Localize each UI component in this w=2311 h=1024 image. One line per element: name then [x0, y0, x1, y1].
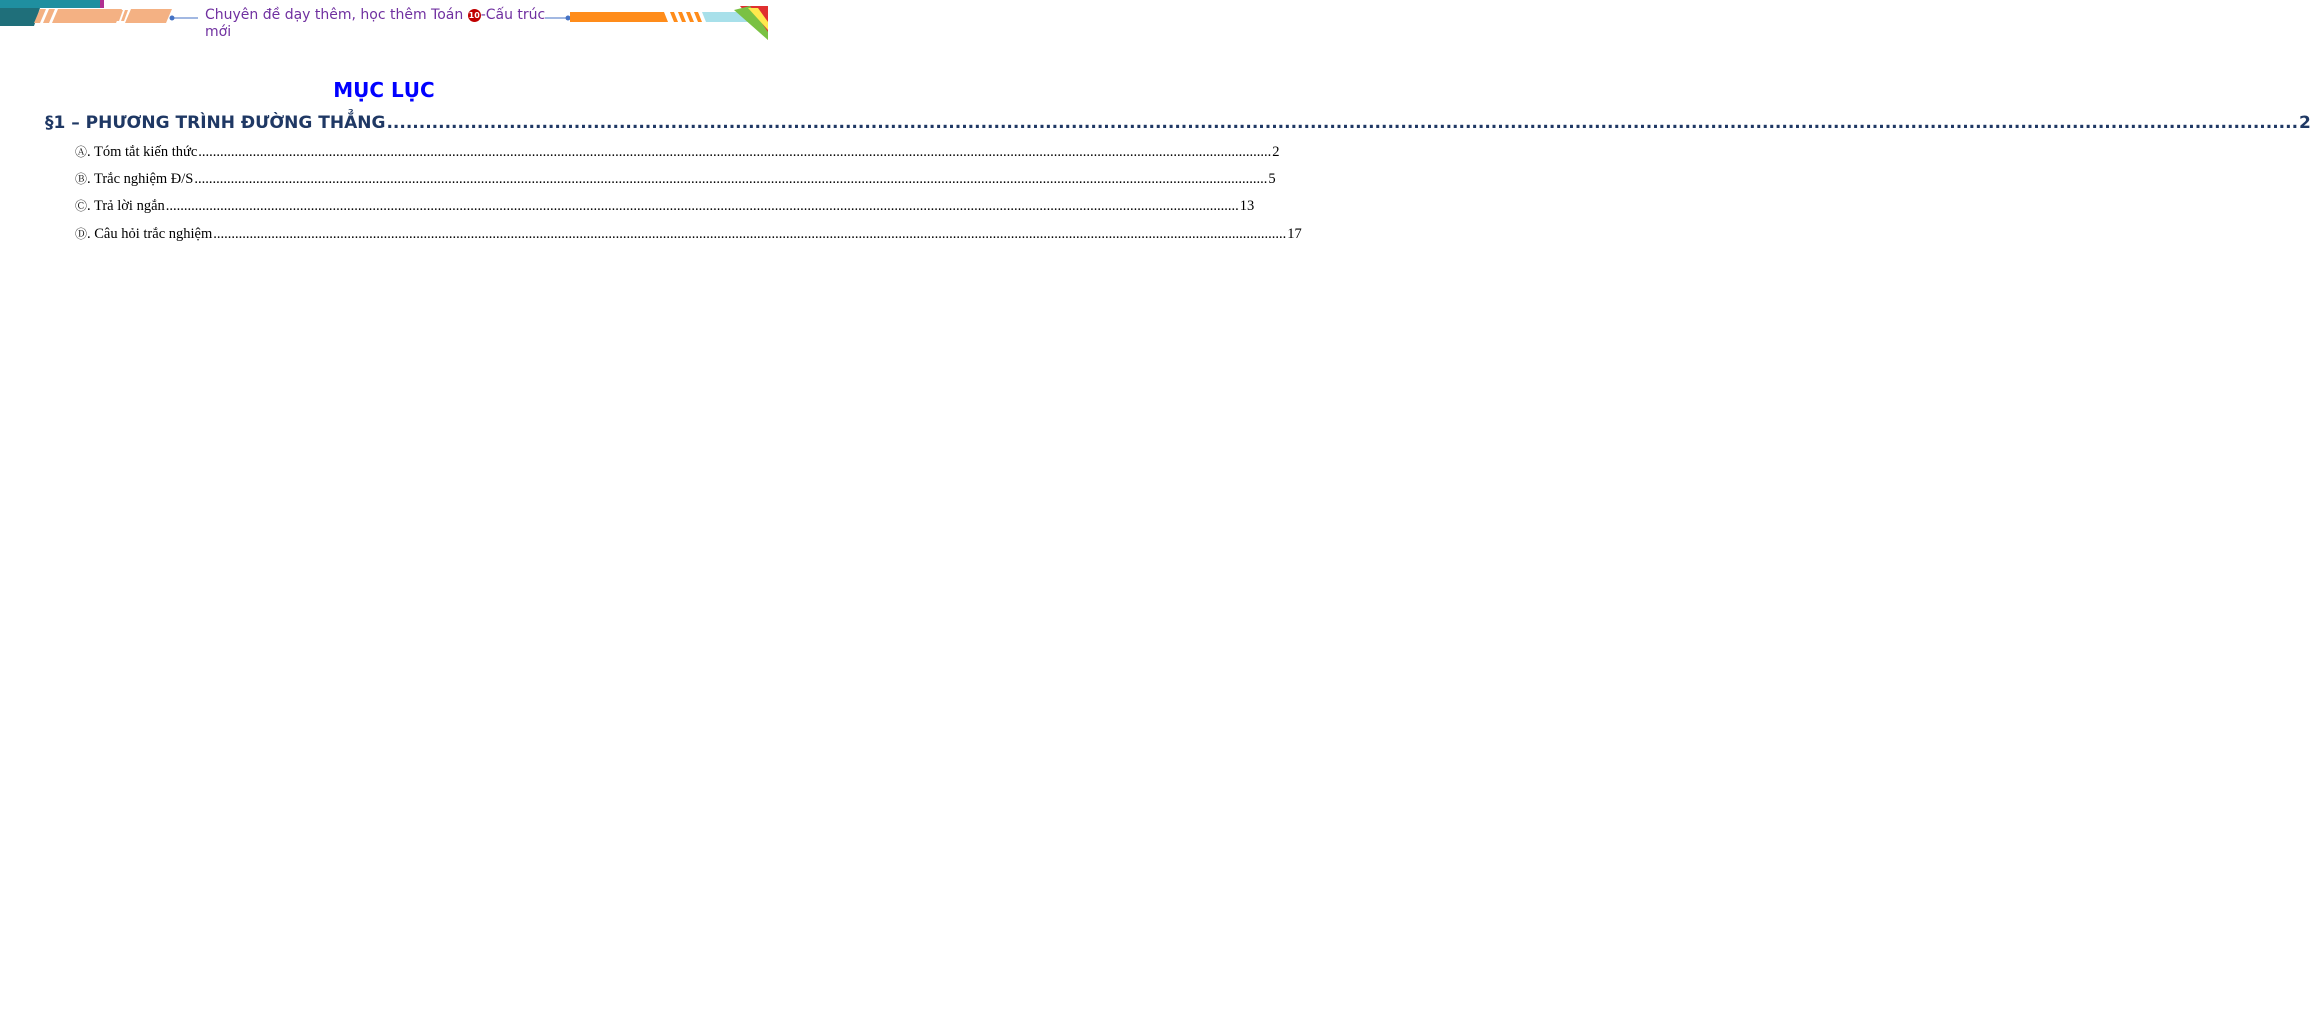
header-title	[205, 7, 550, 40]
toc-entry-page: 5	[1268, 171, 1276, 187]
toc-entry-label: . Tóm tắt kiến thức	[87, 144, 198, 160]
toc-leader-dots	[166, 198, 1239, 215]
toc-entry-multiple-choice[interactable]	[75, 225, 1302, 243]
toc-section-entry[interactable]	[45, 113, 2311, 133]
toc-entry-page: 2	[1272, 144, 1280, 160]
circled-d-icon: Ⓓ	[75, 227, 88, 241]
toc-heading: MỤC LỤC	[333, 78, 435, 102]
toc-leader-dots	[194, 171, 1267, 188]
header-title-text: Chuyên đề dạy thêm, học thêm Toán	[205, 7, 468, 23]
toc-section-page: 2	[2299, 113, 2311, 133]
toc-entry-summary[interactable]	[75, 143, 1280, 161]
circled-c-icon: Ⓒ	[75, 199, 88, 213]
toc-entry-label: . Trắc nghiệm Đ/S	[87, 171, 194, 187]
toc-leader-dots	[198, 144, 1271, 161]
header-title-suffix: -Cấu trúc mới	[205, 7, 546, 40]
toc-entry-label: . Câu hỏi trắc nghiệm	[87, 226, 213, 242]
grade-badge: 10	[468, 11, 480, 20]
toc-entry-page: 13	[1239, 198, 1255, 214]
toc-leader-dots	[213, 226, 1286, 243]
circled-b-icon: Ⓑ	[75, 172, 88, 186]
toc-entry-label: . Trả lời ngắn	[87, 198, 165, 214]
page-header	[0, 0, 768, 40]
circled-a-icon: Ⓐ	[75, 145, 88, 159]
toc-leader-dots	[386, 113, 2298, 133]
toc-entry-page: 17	[1287, 226, 1302, 242]
toc-section-label: §1 – PHƯƠNG TRÌNH ĐƯỜNG THẲNG	[45, 113, 386, 133]
toc-entry-short-answer[interactable]	[75, 197, 1255, 215]
toc-entry-true-false[interactable]	[75, 170, 1276, 188]
